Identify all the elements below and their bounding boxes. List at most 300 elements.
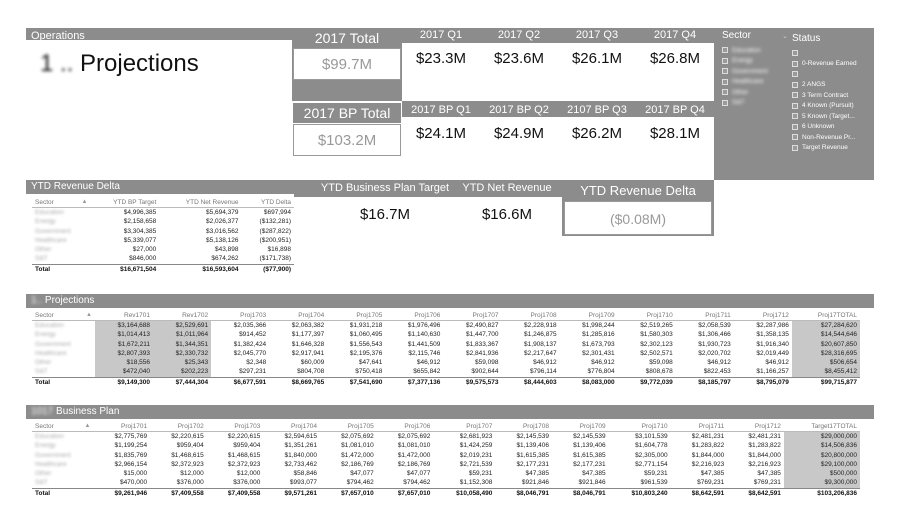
table-cell: $46,912 bbox=[533, 359, 557, 367]
table-row[interactable] bbox=[32, 227, 294, 236]
kpi-2017-q1-value: $23.3M bbox=[415, 50, 467, 67]
projections-column-header[interactable]: Rev1702 bbox=[153, 311, 211, 321]
table-cell: $58,846 bbox=[293, 470, 318, 478]
total-cell: $8,642,591 bbox=[727, 488, 784, 498]
table-cell: $1,646,328 bbox=[291, 340, 325, 348]
table-cell: $1,468,615 bbox=[171, 451, 204, 459]
status-slicer-item[interactable] bbox=[792, 80, 872, 91]
ytd-delta-label: YTD Revenue Delta bbox=[580, 183, 696, 198]
projections-header-row bbox=[32, 311, 860, 321]
table-cell: $2,217,647 bbox=[524, 349, 557, 357]
table-cell: $1,672,211 bbox=[95, 340, 153, 349]
table-row[interactable] bbox=[32, 358, 860, 367]
table-cell: $46,912 bbox=[765, 359, 789, 367]
status-slicer-item[interactable] bbox=[792, 143, 872, 154]
checkbox-icon[interactable] bbox=[792, 103, 798, 109]
table-cell: $769,231 bbox=[697, 479, 725, 487]
table-cell: $3,016,562 bbox=[205, 227, 239, 235]
table-total-row bbox=[32, 377, 860, 387]
row-sector-label: S&T bbox=[35, 368, 48, 376]
checkbox-icon[interactable] bbox=[792, 82, 798, 88]
table-cell: $2,019,449 bbox=[756, 349, 789, 357]
kpi-bp-q2-value: $24.9M bbox=[493, 125, 545, 142]
kpi-bp-total-value: $103.2M bbox=[293, 124, 401, 156]
projections-column-header[interactable]: Proj1711 bbox=[676, 311, 734, 321]
sort-ascending-icon[interactable]: ▲ bbox=[86, 312, 92, 318]
status-slicer-item[interactable] bbox=[792, 69, 872, 80]
table-cell: $2,186,769 bbox=[341, 460, 374, 468]
table-cell: $1,472,000 bbox=[397, 451, 431, 459]
table-cell: $2,372,923 bbox=[227, 460, 261, 468]
table-cell: $2,158,658 bbox=[123, 218, 157, 226]
table-cell: $1,139,406 bbox=[573, 442, 606, 450]
business-plan-column-header[interactable]: Proj1711 bbox=[671, 422, 728, 432]
chevron-down-icon[interactable]: ⌄ bbox=[782, 32, 788, 40]
table-cell: $2,145,539 bbox=[573, 433, 606, 440]
table-cell: $376,000 bbox=[233, 479, 261, 487]
status-slicer-item[interactable] bbox=[792, 122, 872, 133]
table-row[interactable] bbox=[32, 217, 294, 226]
projections-column-header[interactable]: Proj1709 bbox=[560, 311, 618, 321]
table-cell: $1,976,496 bbox=[407, 322, 441, 329]
ytd-delta-table bbox=[32, 198, 294, 274]
kpi-2017-total-label: 2017 Total bbox=[314, 30, 380, 46]
table-row[interactable] bbox=[32, 460, 860, 469]
table-cell: $2,115,746 bbox=[408, 349, 441, 357]
table-cell: $750,418 bbox=[355, 368, 383, 376]
kpi-2017-total-value: $99.7M bbox=[293, 48, 401, 80]
table-cell: $47,385 bbox=[700, 470, 725, 478]
table-cell: $1,447,700 bbox=[465, 331, 499, 339]
business-plan-column-header[interactable]: Proj1705 bbox=[320, 422, 377, 432]
table-cell: $2,216,923 bbox=[748, 460, 781, 468]
projections-column-header[interactable]: Proj1710 bbox=[618, 311, 676, 321]
business-plan-column-header[interactable]: Proj1706 bbox=[377, 422, 434, 432]
table-cell: $2,075,692 bbox=[397, 433, 431, 440]
total-cell: $8,083,000 bbox=[560, 377, 618, 387]
status-slicer-item[interactable] bbox=[792, 132, 872, 143]
checkbox-icon[interactable] bbox=[792, 71, 798, 77]
table-cell: $2,145,539 bbox=[516, 433, 549, 440]
section-label: Operations bbox=[31, 30, 85, 42]
row-sector-label: Other bbox=[35, 246, 52, 254]
checkbox-icon[interactable] bbox=[792, 124, 798, 130]
table-row[interactable] bbox=[32, 321, 860, 331]
table-cell: $1,152,308 bbox=[459, 479, 493, 487]
sector-slicer-item-label: S&T bbox=[732, 99, 745, 107]
table-cell: $1,840,000 bbox=[284, 451, 318, 459]
table-cell: $2,771,154 bbox=[635, 460, 668, 468]
sector-slicer[interactable] bbox=[722, 28, 788, 148]
table-cell: $959,404 bbox=[233, 442, 261, 450]
status-slicer-item-label: 6 Unknown bbox=[802, 123, 835, 131]
business-plan-column-header[interactable]: Proj1707 bbox=[433, 422, 495, 432]
table-cell: $1,351,261 bbox=[284, 442, 318, 450]
table-cell: $2,026,377 bbox=[205, 218, 239, 226]
table-cell: $5,339,077 bbox=[123, 236, 157, 244]
table-cell: $959,404 bbox=[176, 442, 204, 450]
table-cell: $2,035,366 bbox=[233, 322, 267, 329]
ytd-delta-column-header[interactable]: YTD BP Target bbox=[91, 198, 160, 208]
table-cell: $2,019,231 bbox=[459, 451, 493, 459]
table-cell: $47,077 bbox=[350, 470, 374, 478]
total-cell: $7,541,690 bbox=[327, 377, 385, 387]
table-cell: $59,231 bbox=[468, 470, 493, 478]
page-title-text: Projections bbox=[80, 50, 199, 77]
kpi-bp-q2-label: 2017 BP Q2 bbox=[489, 104, 549, 116]
row-sector-label: Education bbox=[35, 322, 64, 329]
ytd-delta-column-header[interactable]: YTD Delta bbox=[242, 198, 294, 208]
status-slicer-item[interactable] bbox=[792, 48, 872, 59]
kpi-2017-q4-value: $26.8M bbox=[649, 50, 701, 67]
kpi-bp-q1-value: $24.1M bbox=[415, 125, 467, 142]
table-cell: $1,833,367 bbox=[465, 340, 499, 348]
projections-column-header[interactable]: Proj1708 bbox=[502, 311, 560, 321]
sort-ascending-icon[interactable]: ▲ bbox=[84, 423, 91, 429]
sector-slicer-item-label: Healthcare bbox=[732, 78, 764, 86]
total-cell: $16,593,604 bbox=[159, 264, 241, 274]
table-cell: $12,000 bbox=[180, 470, 204, 478]
table-cell: $3,304,385 bbox=[123, 227, 157, 235]
checkbox-icon[interactable] bbox=[722, 68, 728, 74]
row-sector-label: Government bbox=[35, 451, 71, 459]
table-row[interactable] bbox=[32, 330, 860, 339]
table-cell: $769,231 bbox=[753, 479, 781, 487]
business-plan-header-row bbox=[32, 422, 860, 432]
table-cell: $47,077 bbox=[406, 470, 431, 478]
table-cell: $1,283,822 bbox=[748, 442, 781, 450]
table-cell: $1,166,257 bbox=[756, 368, 789, 376]
projections-column-header[interactable]: Proj1705 bbox=[327, 311, 385, 321]
table-cell: $2,075,692 bbox=[341, 433, 374, 440]
table-row[interactable] bbox=[32, 254, 294, 264]
business-plan-title bbox=[27, 405, 123, 418]
ytd-delta-column-header[interactable]: Sector ▲ bbox=[32, 198, 91, 208]
table-cell: $47,641 bbox=[358, 359, 383, 367]
table-cell: $2,186,769 bbox=[397, 460, 431, 468]
table-cell: $2,216,923 bbox=[691, 460, 725, 468]
kpi-2017-q3-label: 2017 Q3 bbox=[575, 29, 619, 41]
business-plan-table bbox=[32, 422, 860, 498]
business-plan-column-header[interactable]: Proj1710 bbox=[609, 422, 671, 432]
table-row[interactable] bbox=[32, 349, 860, 358]
table-cell: $2,721,539 bbox=[459, 460, 493, 468]
checkbox-icon[interactable] bbox=[792, 145, 798, 151]
checkbox-icon[interactable] bbox=[722, 100, 728, 106]
kpi-bp-q3-label: 2107 BP Q3 bbox=[567, 104, 627, 116]
sector-slicer-item[interactable] bbox=[722, 66, 788, 77]
total-cell: $9,571,261 bbox=[263, 488, 320, 498]
total-cell: $10,058,490 bbox=[433, 488, 495, 498]
table-cell: $1,844,000 bbox=[748, 451, 781, 459]
table-cell: $29,000,000 bbox=[784, 432, 860, 442]
row-sector-label: S&T bbox=[35, 479, 48, 487]
table-cell: $776,804 bbox=[587, 368, 615, 376]
business-plan-column-header[interactable]: Proj1708 bbox=[495, 422, 552, 432]
row-sector-label: Government bbox=[35, 340, 71, 348]
table-cell: $8,455,412 bbox=[792, 367, 860, 377]
projections-table bbox=[32, 311, 860, 387]
table-cell: $47,385 bbox=[525, 470, 549, 478]
table-row[interactable] bbox=[32, 469, 860, 478]
table-cell: $2,177,231 bbox=[516, 460, 549, 468]
table-cell: $1,916,340 bbox=[756, 340, 789, 348]
table-cell: $60,009 bbox=[300, 359, 325, 367]
table-cell: $1,998,244 bbox=[582, 322, 615, 329]
checkbox-icon[interactable] bbox=[792, 50, 798, 56]
table-cell: $506,654 bbox=[792, 358, 860, 367]
table-row[interactable] bbox=[32, 340, 860, 349]
business-plan-column-header[interactable]: Proj1702 bbox=[150, 422, 207, 432]
kpi-bp-total-label: 2017 BP Total bbox=[303, 105, 391, 121]
kpi-2017-q1-label: 2017 Q1 bbox=[419, 29, 463, 41]
table-cell: $14,544,646 bbox=[792, 330, 860, 339]
business-plan-column-header[interactable]: Target17TOTAL bbox=[784, 422, 860, 432]
table-cell: $47,385 bbox=[757, 470, 781, 478]
table-cell: $2,058,539 bbox=[698, 322, 731, 329]
sector-slicer-item[interactable] bbox=[722, 77, 788, 88]
table-cell: $2,195,376 bbox=[349, 349, 383, 357]
table-cell: $1,615,385 bbox=[573, 451, 606, 459]
sector-slicer-item-label: Education bbox=[732, 46, 761, 54]
status-slicer-item-label: 5 Known (Target... bbox=[802, 112, 855, 120]
total-cell: $7,409,558 bbox=[150, 488, 207, 498]
status-slicer-item[interactable] bbox=[792, 59, 872, 70]
table-cell: $2,481,231 bbox=[748, 433, 781, 440]
projections-column-header[interactable]: Rev1701 bbox=[95, 311, 153, 321]
table-cell: $808,678 bbox=[645, 368, 673, 376]
table-cell: $1,081,010 bbox=[397, 442, 431, 450]
table-cell: $804,708 bbox=[297, 368, 325, 376]
table-cell: $674,262 bbox=[211, 255, 239, 263]
table-cell: $921,846 bbox=[578, 479, 606, 487]
table-cell: $2,348 bbox=[246, 359, 267, 367]
checkbox-icon[interactable] bbox=[792, 61, 798, 67]
table-cell: $2,594,615 bbox=[284, 433, 318, 440]
table-cell: $794,462 bbox=[346, 479, 374, 487]
total-cell: $7,657,010 bbox=[320, 488, 377, 498]
projections-title bbox=[27, 294, 98, 307]
row-sector-label: Education bbox=[35, 209, 64, 216]
page-title bbox=[40, 50, 199, 78]
table-cell: $5,694,379 bbox=[205, 209, 239, 216]
ytd-delta-title: YTD Revenue Delta bbox=[31, 181, 120, 192]
total-cell: $9,261,946 bbox=[93, 488, 150, 498]
table-row[interactable] bbox=[32, 432, 860, 442]
checkbox-icon[interactable] bbox=[792, 134, 798, 140]
business-plan-column-header[interactable]: Proj1712 bbox=[727, 422, 784, 432]
table-cell: $794,462 bbox=[403, 479, 431, 487]
business-plan-column-header[interactable]: Proj1703 bbox=[207, 422, 264, 432]
sector-slicer-item[interactable] bbox=[722, 98, 788, 109]
table-cell: $2,063,382 bbox=[291, 322, 325, 329]
kpi-bp-q4-value: $28.1M bbox=[649, 125, 701, 142]
table-cell: $27,000 bbox=[132, 246, 157, 254]
table-cell: $1,344,351 bbox=[153, 340, 211, 349]
table-cell: $1,604,778 bbox=[635, 442, 668, 450]
table-cell: $472,040 bbox=[95, 367, 153, 377]
table-cell: $500,000 bbox=[784, 469, 860, 478]
table-cell: $2,287,986 bbox=[756, 322, 789, 329]
projections-header-bar bbox=[26, 294, 874, 308]
table-cell: $2,220,615 bbox=[171, 433, 204, 440]
table-cell: $2,519,265 bbox=[640, 322, 673, 329]
ytd-bp-target-label: YTD Business Plan Target bbox=[320, 182, 450, 194]
sector-slicer-item[interactable] bbox=[722, 45, 788, 56]
kpi-bp-q4-label: 2017 BP Q4 bbox=[645, 104, 705, 116]
table-cell: ($132,281) bbox=[259, 218, 291, 226]
table-cell: $1,424,259 bbox=[459, 442, 493, 450]
table-cell: $2,481,231 bbox=[691, 433, 725, 440]
status-slicer-list bbox=[792, 48, 872, 153]
checkbox-icon[interactable] bbox=[792, 113, 798, 119]
table-cell: $297,231 bbox=[239, 368, 267, 376]
projections-column-header[interactable]: Sector ▲ bbox=[32, 311, 95, 321]
table-cell: $1,199,254 bbox=[114, 442, 148, 450]
table-cell: $59,231 bbox=[644, 470, 668, 478]
checkbox-icon[interactable] bbox=[722, 47, 728, 53]
table-total-row bbox=[32, 488, 860, 498]
table-cell: $914,452 bbox=[239, 331, 267, 339]
total-cell: $7,409,558 bbox=[207, 488, 264, 498]
checkbox-icon[interactable] bbox=[792, 92, 798, 98]
table-cell: $376,000 bbox=[176, 479, 204, 487]
kpi-2017-q4-label: 2017 Q4 bbox=[653, 29, 697, 41]
table-cell: $202,223 bbox=[153, 367, 211, 377]
sort-ascending-icon[interactable]: ▲ bbox=[81, 199, 88, 205]
page-title-prefix: 1 .. bbox=[40, 50, 74, 77]
total-cell: $103,206,836 bbox=[784, 488, 860, 498]
table-cell: $2,330,732 bbox=[153, 349, 211, 358]
table-cell: $14,506,836 bbox=[784, 441, 860, 450]
table-cell: $902,644 bbox=[471, 368, 499, 376]
ytd-net-revenue-label: YTD Net Revenue bbox=[462, 182, 552, 194]
projections-title-text: Projections bbox=[44, 295, 95, 306]
business-plan-column-header[interactable]: Proj1704 bbox=[263, 422, 320, 432]
table-cell: $2,045,770 bbox=[233, 349, 267, 357]
row-sector-label: Energy bbox=[35, 218, 56, 226]
table-cell: $1,081,010 bbox=[341, 442, 374, 450]
table-cell: $2,807,393 bbox=[95, 349, 153, 358]
table-cell: $46,912 bbox=[416, 359, 441, 367]
table-row[interactable] bbox=[32, 451, 860, 460]
checkbox-icon[interactable] bbox=[722, 89, 728, 95]
business-plan-column-header[interactable]: Proj1709 bbox=[552, 422, 609, 432]
table-cell: $2,733,462 bbox=[284, 460, 318, 468]
total-cell: $99,715,877 bbox=[792, 377, 860, 387]
table-cell: $2,301,431 bbox=[582, 349, 615, 357]
kpi-bp-q1-label: 2017 BP Q1 bbox=[411, 104, 471, 116]
status-slicer-item-label: Target Revenue bbox=[802, 144, 848, 152]
table-cell: $1,930,723 bbox=[698, 340, 731, 348]
table-cell: $1,306,466 bbox=[698, 331, 731, 339]
total-cell: $8,642,591 bbox=[671, 488, 728, 498]
ytd-delta-column-header[interactable]: YTD Net Revenue bbox=[159, 198, 241, 208]
table-cell: ($200,951) bbox=[259, 236, 291, 244]
total-label: Total bbox=[32, 264, 91, 274]
status-slicer-item-label: 2 ANGS bbox=[802, 81, 826, 89]
total-cell: $16,671,504 bbox=[91, 264, 160, 274]
table-cell: $796,114 bbox=[529, 368, 557, 376]
projections-column-header[interactable]: Proj1706 bbox=[385, 311, 443, 321]
total-cell: $7,657,010 bbox=[377, 488, 434, 498]
status-slicer-item-label: Non-Revenue Pr... bbox=[802, 133, 856, 141]
kpi-2017-q3-value: $26.1M bbox=[571, 50, 623, 67]
table-cell: $2,220,615 bbox=[227, 433, 261, 440]
table-cell: $1,060,495 bbox=[349, 331, 383, 339]
status-slicer[interactable] bbox=[792, 28, 872, 152]
table-cell: $2,502,571 bbox=[640, 349, 673, 357]
business-plan-column-header[interactable]: Proj1701 bbox=[93, 422, 150, 432]
table-cell: $20,800,000 bbox=[784, 451, 860, 460]
kpi-2017-q2-value: $23.6M bbox=[493, 50, 545, 67]
projections-column-header[interactable]: Proj1704 bbox=[269, 311, 327, 321]
row-sector-label: Education bbox=[35, 433, 64, 440]
table-cell: $16,898 bbox=[267, 246, 291, 254]
table-cell: $3,101,539 bbox=[635, 433, 668, 440]
table-cell: $1,615,385 bbox=[516, 451, 549, 459]
table-cell: $2,529,691 bbox=[153, 321, 211, 331]
table-total-row bbox=[32, 264, 294, 274]
table-cell: $1,556,543 bbox=[349, 340, 383, 348]
table-cell: $1,177,397 bbox=[291, 331, 325, 339]
ytd-delta-header-row bbox=[32, 198, 294, 208]
projections-column-header[interactable]: Proj1707 bbox=[443, 311, 501, 321]
total-cell: $8,795,079 bbox=[734, 377, 792, 387]
table-cell: $2,775,769 bbox=[114, 433, 148, 440]
sector-slicer-list bbox=[722, 45, 788, 108]
table-row[interactable] bbox=[32, 245, 294, 254]
sector-slicer-item[interactable] bbox=[722, 87, 788, 98]
table-cell: $1,285,816 bbox=[582, 331, 615, 339]
table-cell: $46,912 bbox=[591, 359, 615, 367]
table-cell: $470,000 bbox=[119, 479, 148, 487]
business-plan-column-header[interactable]: Sector ▲ bbox=[32, 422, 93, 432]
checkbox-icon[interactable] bbox=[722, 79, 728, 85]
total-cell: $8,444,603 bbox=[502, 377, 560, 387]
projections-column-header[interactable]: Proj1703 bbox=[211, 311, 269, 321]
business-plan-title-text: Business Plan bbox=[56, 406, 120, 417]
status-slicer-item[interactable] bbox=[792, 111, 872, 122]
row-sector-label: Healthcare bbox=[35, 349, 67, 357]
table-cell: $2,681,923 bbox=[459, 433, 493, 440]
table-cell: $1,472,000 bbox=[341, 451, 374, 459]
table-row[interactable] bbox=[32, 441, 860, 450]
table-cell: $655,842 bbox=[413, 368, 441, 376]
table-cell: $2,966,154 bbox=[114, 460, 148, 468]
status-slicer-item[interactable] bbox=[792, 101, 872, 112]
table-row[interactable] bbox=[32, 236, 294, 245]
table-cell: $29,100,000 bbox=[784, 460, 860, 469]
status-slicer-item[interactable] bbox=[792, 90, 872, 101]
projections-column-header[interactable]: Proj1712 bbox=[734, 311, 792, 321]
checkbox-icon[interactable] bbox=[722, 58, 728, 64]
table-row[interactable] bbox=[32, 367, 860, 377]
row-sector-label: Other bbox=[35, 470, 52, 478]
total-cell: ($77,900) bbox=[242, 264, 294, 274]
table-cell: $2,020,702 bbox=[698, 349, 731, 357]
business-plan-title-prefix: 1017 bbox=[31, 406, 54, 417]
status-slicer-title: Status bbox=[792, 33, 821, 44]
table-cell: $28,316,695 bbox=[792, 349, 860, 358]
table-row[interactable] bbox=[32, 478, 860, 488]
table-cell: $2,302,123 bbox=[640, 340, 673, 348]
business-plan-header-bar bbox=[26, 405, 874, 419]
sector-slicer-item[interactable] bbox=[722, 56, 788, 67]
table-cell: $2,372,923 bbox=[171, 460, 204, 468]
table-row[interactable] bbox=[32, 208, 294, 218]
projections-column-header[interactable]: Proj17TOTAL bbox=[792, 311, 860, 321]
